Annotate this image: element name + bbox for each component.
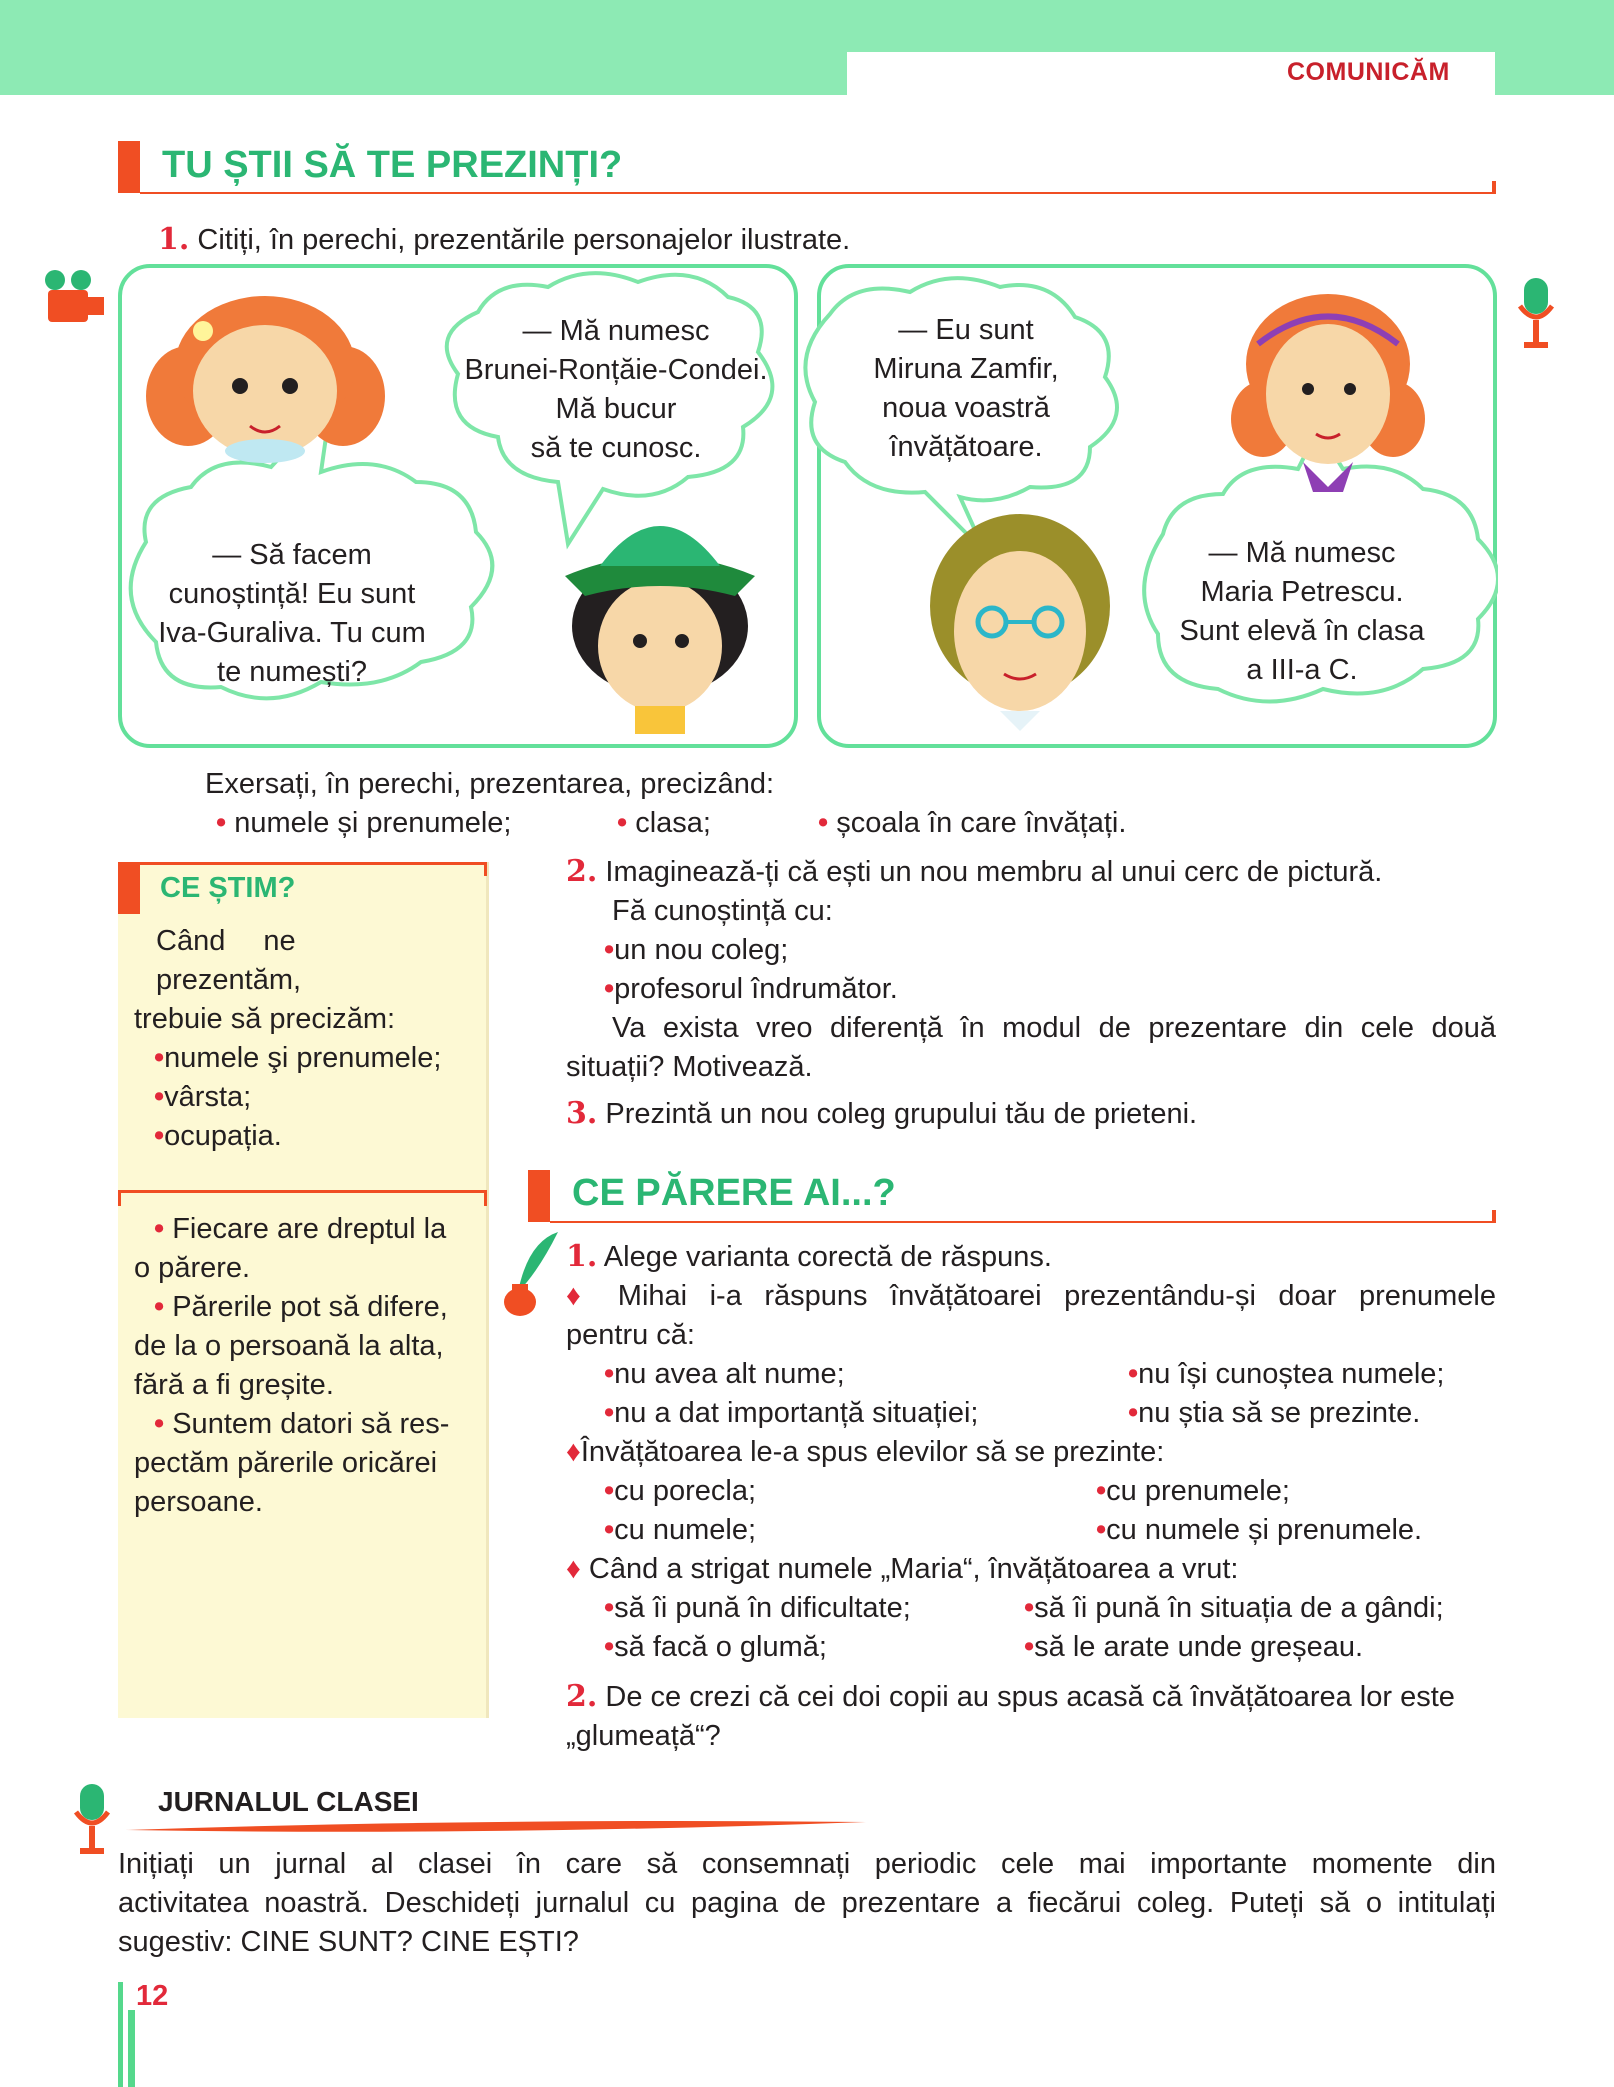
bubble-line: Miruna Zamfir, [873,353,1059,385]
speech-bubble-maria [1152,534,1452,690]
bubble-line: să te cunosc. [530,432,702,464]
answer-option[interactable]: •nu a dat importanță situației; [604,1397,979,1429]
speech-bubble-miruna [814,311,1118,467]
journal-line: sugestiv: CINE SUNT? CINE EȘTI? [118,1926,579,1958]
question-1-text: Alege varianta corectă de răspuns. [603,1241,1052,1273]
chapter-title: COMUNICĂM [1287,58,1450,86]
girl-iva-illustration [128,286,408,486]
page-number-bar [118,1982,123,2087]
question-1 [566,1237,1496,1277]
bubble-line: Iva-Guraliva. Tu cum [158,617,426,649]
exercise-2-item-text: un nou coleg; [614,934,789,966]
exercise-text: Citiți, în perechi, prezentările personajelor ilustrate. [197,224,851,256]
answer-option-text: să îi pună în situația de a gândi; [1034,1592,1444,1624]
exercise-2-line: Va exista vreo diferență în modul de prezentare din cele două [612,1012,1496,1044]
diamond-bullet-icon: ♦ [566,1436,581,1468]
exercise-3-text: Prezintă un nou coleg grupului tău de prieteni. [605,1098,1198,1130]
opinion-line: • Părerile pot să difere, [154,1291,448,1323]
bubble-line: te numești? [217,656,367,688]
question-b-text: Învățătoarea le-a spus elevilor să se prezinte: [580,1436,1165,1468]
section-title: CE PĂRERE AI...? [572,1172,896,1214]
options-row [566,1394,1496,1433]
ce-stim-item-text: ocupația. [164,1120,282,1152]
opinion-line: • Suntem datori să res- [154,1408,450,1440]
answer-option[interactable]: •să îi pună în situația de a gândi; [1024,1592,1444,1624]
answer-option-text: să facă o glumă; [614,1631,827,1663]
exercise-2-item: •profesorul îndrumător. [604,973,898,1005]
opinions-note [134,1210,472,1522]
opinion-line: pectăm părerile oricărei [134,1447,438,1479]
heading-underline [550,1221,1496,1223]
answer-option[interactable]: •nu avea alt nume; [604,1358,845,1390]
answer-option-text: să îi pună în dificultate; [614,1592,911,1624]
ce-stim-content [134,922,472,1156]
exercise-2-text: Imaginează-ți că ești un nou membru al unui cerc de pictură. [605,856,1383,888]
bubble-line: — Eu sunt [898,314,1034,346]
journal-text [118,1845,1496,1962]
diamond-bullet-icon: ♦ [566,1280,596,1312]
options-row [566,1472,1496,1511]
section-title: TU ȘTII SĂ TE PREZINȚI? [162,144,623,186]
answer-option[interactable]: •cu numele și prenumele. [1096,1514,1423,1546]
answer-option-text: cu porecla; [614,1475,757,1507]
girl-maria-illustration [1218,284,1428,504]
note-divider-cap-right [484,1190,487,1206]
ce-stim-item: •vârsta; [154,1081,252,1113]
question-2 [566,1677,1496,1717]
exercise-2-line [566,852,1496,892]
film-projector-icon [38,267,108,329]
heading-cap [1492,181,1496,193]
quill-inkpot-icon [498,1228,568,1318]
answer-option-text: nu își cunoștea numele; [1138,1358,1445,1390]
answer-option[interactable]: •nu știa să se prezinte. [1128,1397,1421,1429]
journal-line: activitatea noastră. Deschideți jurnalul cu pagina de prezentare a fiecărui coleg. Puteți să o intitulați [118,1887,1496,1919]
journal-underline [126,1818,866,1838]
answer-option[interactable]: •să le arate unde greșeau. [1024,1631,1364,1663]
ce-stim-intro-1 [134,922,472,1000]
exercise-number: 3. [566,1096,598,1131]
journal-title: JURNALUL CLASEI [158,1786,419,1817]
answer-option[interactable]: •cu numele; [604,1514,757,1546]
question-a-line: pentru că: [566,1319,695,1351]
options-row [566,1511,1496,1550]
diamond-bullet-icon: ♦ [566,1553,581,1585]
question-c-line [566,1550,1496,1589]
note-top-cap [484,862,487,876]
answer-option-text: nu știa să se prezinte. [1138,1397,1421,1429]
answer-option-text: nu avea alt nume; [614,1358,845,1390]
ce-stim-title: CE ȘTIM? [160,872,296,904]
note-divider-cap-left [118,1190,121,1206]
opinion-line: fără a fi greșite. [134,1369,334,1401]
exercise-1 [158,220,850,260]
exercise-number: 2. [566,1679,598,1714]
opinion-line: • Fiecare are dreptul la [154,1213,447,1245]
ce-stim-item-text: vârsta; [164,1081,252,1113]
bubble-line: a III-a C. [1246,654,1358,686]
boy-brunei-illustration [540,496,780,736]
question-2-text: De ce crezi că cei doi copii au spus acasă că învățătoarea lor este [605,1681,1455,1713]
answer-option-text: cu numele; [614,1514,757,1546]
answer-option-text: să le arate unde greșeau. [1034,1631,1364,1663]
heading-cap [1492,1210,1496,1222]
opinion-text: Fiecare are dreptul la [172,1213,447,1245]
question-c-text: Când a strigat numele „Maria“, învățătoarea a vrut: [588,1553,1239,1585]
note-top-line [118,862,486,865]
speech-bubble-brunei [448,312,784,468]
answer-option-text: cu numele și prenumele. [1106,1514,1423,1546]
exercise-3 [566,1094,1197,1134]
answer-option[interactable]: •nu își cunoștea numele; [1128,1358,1445,1390]
answer-option[interactable]: •să facă o glumă; [604,1631,827,1663]
ce-stim-item: •ocupația. [154,1120,282,1152]
options-row [566,1589,1496,1628]
practice-item: • numele și prenumele; [216,807,512,839]
exercise-2-item: •un nou coleg; [604,934,789,966]
practice-item-text: clasa; [635,807,711,839]
answer-option[interactable]: •cu porecla; [604,1475,757,1507]
question-a-text: Mihai i-a răspuns învățătoarei prezentându-și doar prenumele [617,1280,1496,1312]
ce-stim-intro-2: trebuie să precizăm: [134,1003,396,1035]
bubble-line: Maria Petrescu. [1200,576,1404,608]
exercise-2-line: situații? Motivează. [566,1051,813,1083]
speech-bubble-iva [124,536,460,692]
practice-item-text: numele și prenumele; [234,807,512,839]
answer-option-text: nu a dat importanță situației; [614,1397,979,1429]
bubble-line: — Mă numesc [522,315,710,347]
note-heading-bar [118,862,140,914]
bubble-line: învățătoare. [889,431,1043,463]
bubble-line: Mă bucur [555,393,677,425]
bubble-line: cunoștință! Eu sunt [168,578,416,610]
ce-stim-item: •numele şi prenumele; [154,1042,442,1074]
exercise-number: 1. [158,222,190,257]
bubble-line: Sunt elevă în clasa [1179,615,1425,647]
opinion-line: o părere. [134,1252,251,1284]
opinion-text: Părerile pot să difere, [172,1291,448,1323]
microphone-icon [1512,276,1560,356]
opinion-exercises [566,1237,1496,1756]
options-row [566,1628,1496,1667]
heading-underline [140,192,1496,194]
heading-bar [118,141,140,193]
opinion-line: persoane. [134,1486,263,1518]
practice-item: • clasa; [617,807,711,839]
practice-item-text: școala în care învățați. [836,807,1127,839]
opinion-line: de la o persoană la alta, [134,1330,444,1362]
practice-item: • școala în care învățați. [818,807,1127,839]
question-a-line [566,1277,1496,1316]
note-divider [118,1190,486,1193]
bubble-line: Brunei-Ronțăie-Condei. [464,354,768,386]
practice-intro: Exersați, în perechi, prezentarea, precizând: [205,768,775,800]
options-row [566,1355,1496,1394]
exercise-2-item-text: profesorul îndrumător. [614,973,898,1005]
bubble-line: — Mă numesc [1208,537,1396,569]
exercise-number: 1. [566,1239,598,1274]
ce-stim-item-text: numele şi prenumele; [164,1042,442,1074]
bubble-line: noua voastră [882,392,1050,424]
question-2-line: „glumeață“? [566,1720,721,1752]
answer-option[interactable]: •cu prenumele; [1096,1475,1290,1507]
answer-option[interactable]: •să îi pună în dificultate; [604,1592,911,1624]
bubble-line: — Să facem [212,539,372,571]
opinion-text: Suntem datori să res- [172,1408,450,1440]
page-edge-bar [128,2010,135,2087]
microphone-icon [68,1782,116,1862]
exercise-2 [566,852,1496,1087]
heading-bar [528,1170,550,1222]
ce-stim-intro-text: Când ne prezentăm, [156,925,302,996]
teacher-miruna-illustration [920,506,1120,736]
page-number: 12 [136,1980,169,2012]
answer-option-text: cu prenumele; [1106,1475,1290,1507]
question-b-line [566,1433,1496,1472]
journal-line: Inițiați un jurnal al clasei în care să consemnați periodic cele mai importante momente din [118,1848,1496,1880]
exercise-number: 2. [566,854,598,889]
exercise-2-line: Fă cunoștință cu: [612,895,833,927]
